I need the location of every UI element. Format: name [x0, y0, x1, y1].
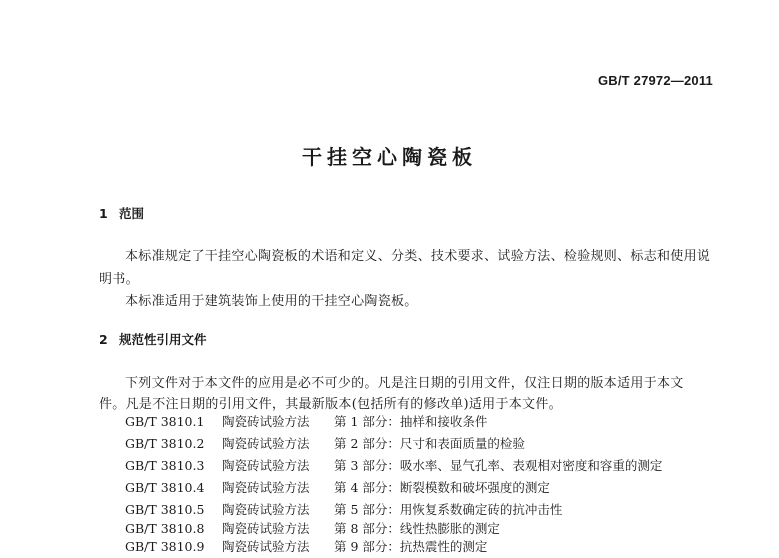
reference-name: 陶瓷砖试验方法: [222, 414, 310, 429]
reference-code: GB/T 3810.3: [125, 458, 205, 473]
reference-code: GB/T 3810.9: [125, 539, 205, 554]
reference-code: GB/T 3810.5: [125, 502, 205, 517]
reference-name: 陶瓷砖试验方法: [222, 436, 310, 451]
reference-code: GB/T 3810.4: [125, 480, 205, 495]
reference-item: [125, 455, 662, 477]
reference-part: 第 4 部分：断裂模数和破坏强度的测定: [334, 480, 550, 495]
reference-code: GB/T 3810.8: [125, 521, 205, 536]
section-1-heading: [99, 204, 144, 222]
section-2-heading: [99, 330, 207, 348]
reference-name: 陶瓷砖试验方法: [222, 521, 310, 536]
reference-item: [125, 411, 487, 433]
reference-code: GB/T 3810.1: [125, 414, 205, 429]
reference-item: [125, 536, 487, 558]
standard-number: GB/T 27972—2011: [597, 73, 713, 88]
reference-part: 第 9 部分：抗热震性的测定: [334, 539, 488, 554]
reference-name: 陶瓷砖试验方法: [222, 539, 310, 554]
reference-name: 陶瓷砖试验方法: [222, 502, 310, 517]
reference-name: 陶瓷砖试验方法: [222, 458, 310, 473]
section-1-number: 1: [99, 206, 108, 221]
reference-part: 第 3 部分：吸水率、显气孔率、表观相对密度和容重的测定: [334, 458, 663, 473]
section-2-title: 规范性引用文件: [119, 332, 207, 347]
reference-code: GB/T 3810.2: [125, 436, 205, 451]
section-1-title: 范围: [119, 206, 145, 221]
reference-item: [125, 433, 525, 455]
scope-paragraph-2: 本标准适用于建筑装饰上使用的干挂空心陶瓷板。: [125, 294, 418, 309]
reference-part: 第 8 部分：线性热膨胀的测定: [334, 521, 500, 536]
reference-part: 第 2 部分：尺寸和表面质量的检验: [334, 436, 525, 451]
reference-name: 陶瓷砖试验方法: [222, 480, 310, 495]
reference-item: [125, 477, 550, 499]
references-intro-line-2: 件。凡是不注日期的引用文件，其最新版本(包括所有的修改单)适用于本文件。: [99, 397, 562, 412]
section-2-number: 2: [99, 332, 108, 347]
scope-paragraph-1-line-2: 明书。: [99, 272, 139, 287]
reference-part: 第 1 部分：抽样和接收条件: [334, 414, 488, 429]
reference-part: 第 5 部分：用恢复系数确定砖的抗冲击性: [334, 502, 563, 517]
document-title: 干挂空心陶瓷板: [302, 145, 477, 169]
references-intro-line-1: 下列文件对于本文件的应用是必不可少的。凡是注日期的引用文件，仅注日期的版本适用于本文: [125, 376, 684, 391]
scope-paragraph-1-line-1: 本标准规定了干挂空心陶瓷板的术语和定义、分类、技术要求、试验方法、检验规则、标志和使用说: [125, 249, 711, 264]
